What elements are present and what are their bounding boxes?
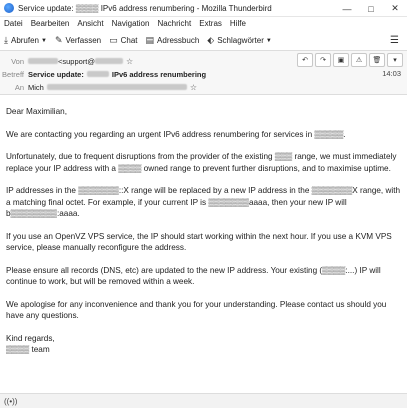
star-icon[interactable]: ☆ xyxy=(189,82,198,92)
tags-label: Schlagwörter xyxy=(217,36,264,45)
maximize-button[interactable]: □ xyxy=(368,3,374,14)
forward-icon[interactable]: ↷ xyxy=(315,53,331,67)
paragraph-intro: We are contacting you regarding an urgent IPv6 address renumbering for services in ▒▒▒▒▒. xyxy=(6,129,346,139)
paragraph-reason: Unfortunately, due to frequent disruptions from the provider of the existing ▒▒▒ range, we must immediately replace your IP address with a ▒▒▒▒ owned range to prevent further disruptions, and to maximise uptime. xyxy=(6,152,397,173)
message-time: 14:03 xyxy=(382,69,401,78)
hamburger-menu-icon[interactable]: ☰ xyxy=(390,35,399,46)
menu-bar xyxy=(0,17,407,30)
redacted-sender-domain xyxy=(95,58,123,64)
subject-suffix: IPv6 address renumbering xyxy=(111,69,207,79)
thunderbird-logo-icon xyxy=(4,3,14,13)
close-button[interactable]: ✕ xyxy=(391,3,399,13)
menu-file[interactable]: Datei xyxy=(4,19,23,28)
message-header xyxy=(0,51,407,95)
from-value[interactable]: <support@ xyxy=(58,56,96,66)
redacted-subject xyxy=(87,71,109,77)
archive-icon[interactable]: ▣ xyxy=(333,53,349,67)
message-actions xyxy=(295,53,403,67)
fetch-label: Abrufen xyxy=(10,36,40,45)
menu-message[interactable]: Nachricht xyxy=(157,19,192,28)
redacted-recipient xyxy=(47,84,187,90)
redacted-sender-name xyxy=(28,58,58,64)
message-body xyxy=(0,96,407,392)
status-bar xyxy=(0,393,407,408)
to-row xyxy=(0,81,197,93)
window-controls xyxy=(335,0,407,17)
title-bar xyxy=(0,0,407,17)
signature: ▒▒▒▒ team xyxy=(6,345,50,354)
chat-button[interactable] xyxy=(105,35,141,46)
paragraph-apology: We apologise for any inconvenience and thank you for your understanding. Please contact us should you have any questions. xyxy=(6,299,387,320)
main-toolbar xyxy=(0,31,407,51)
compose-button[interactable] xyxy=(51,35,105,46)
chevron-down-icon[interactable]: ▼ xyxy=(41,37,47,44)
addressbook-label: Adressbuch xyxy=(157,36,200,45)
addressbook-button[interactable] xyxy=(142,35,204,46)
menu-navigation[interactable]: Navigation xyxy=(111,19,150,28)
chat-label: Chat xyxy=(120,36,138,45)
subject-label: Betreff xyxy=(2,69,24,79)
download-icon: ⤓ xyxy=(4,35,8,45)
compose-label: Verfassen xyxy=(65,36,102,45)
minimize-button[interactable]: — xyxy=(342,3,352,14)
chevron-down-icon: ▼ xyxy=(265,37,272,44)
tags-button[interactable] xyxy=(203,35,276,46)
delete-icon[interactable]: 🗑 xyxy=(369,53,385,67)
subject-prefix: Service update: xyxy=(28,69,84,79)
paragraph-vps: If you use an OpenVZ VPS service, the IP should start working within the next hour. If you use a KVM VPS service, please manually reconfigure the address. xyxy=(6,231,392,252)
from-label: Von xyxy=(11,56,24,66)
window-title: Service update: ▒▒▒▒ IPv6 address renumbering - Mozilla Thunderbird xyxy=(18,3,272,13)
menu-help[interactable]: Hilfe xyxy=(229,19,246,28)
broadcast-icon[interactable]: ((•)) xyxy=(4,396,18,406)
more-chevron-down-icon[interactable]: ▾ xyxy=(387,53,403,67)
menu-view[interactable]: Ansicht xyxy=(77,19,104,28)
pencil-icon: ✎ xyxy=(54,35,63,45)
addressbook-icon: ▤ xyxy=(145,35,155,45)
to-label: An xyxy=(14,82,24,92)
from-row xyxy=(0,55,133,67)
menu-tools[interactable]: Extras xyxy=(199,19,222,28)
fetch-button[interactable] xyxy=(0,35,51,46)
paragraph-records: Please ensure all records (DNS, etc) are updated to the new IP address. Your existing (▒▒▒▒:...) IP will continue to work, but will be removed within a week. xyxy=(6,265,381,286)
junk-icon[interactable]: ⚠ xyxy=(351,53,367,67)
reply-icon[interactable]: ↶ xyxy=(297,53,313,67)
tag-icon: ⬖ xyxy=(207,35,215,45)
menu-edit[interactable]: Bearbeiten xyxy=(30,19,70,28)
greeting: Dear Maximilian, xyxy=(6,107,67,116)
chat-bubble-icon: ▭ xyxy=(109,35,118,45)
to-value[interactable]: Mich xyxy=(28,82,44,92)
subject-row xyxy=(0,68,206,80)
paragraph-ranges: IP addresses in the ▒▒▒▒▒▒▒::X range will be replaced by a new IP address in the ▒▒▒▒▒▒▒X range, with a matching final octet. For example, if your current IP is ▒▒▒▒▒▒▒aaaa, then your new IP will b▒▒▒▒▒▒▒▒:aaaa. xyxy=(6,186,401,218)
closing: Kind regards, xyxy=(6,333,55,343)
star-icon[interactable]: ☆ xyxy=(126,56,134,66)
